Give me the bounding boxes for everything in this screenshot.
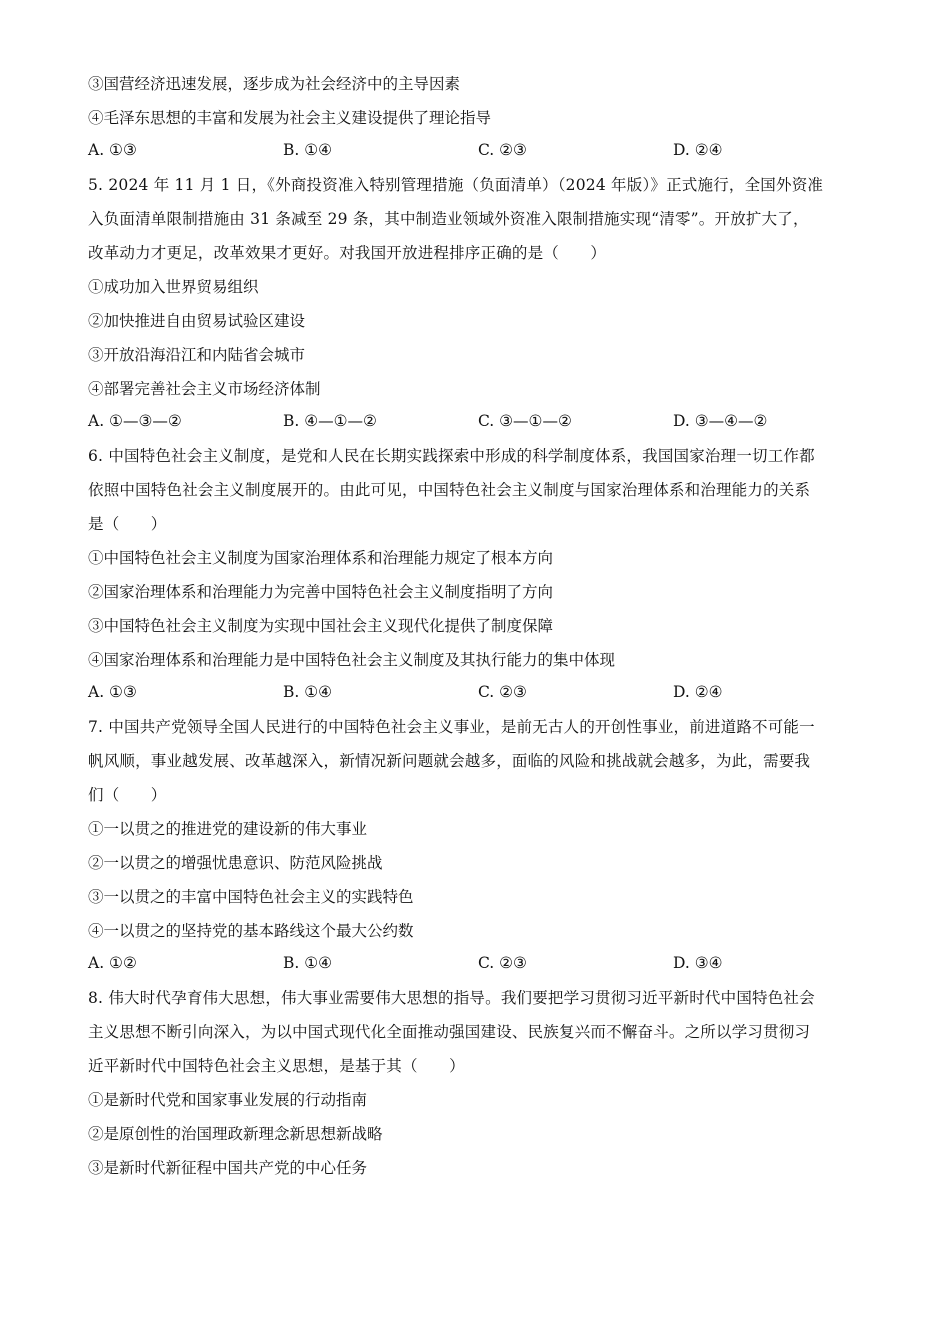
option-row	[88, 409, 868, 433]
answer-item: ②加快推进自由贸易试验区建设	[88, 312, 306, 330]
option-a: A. ①③	[88, 683, 137, 701]
answer-item: ③中国特色社会主义制度为实现中国社会主义现代化提供了制度保障	[88, 617, 554, 635]
answer-item: ④一以贯之的坚持党的基本路线这个最大公约数	[88, 922, 414, 940]
answer-item: ①中国特色社会主义制度为国家治理体系和治理能力规定了根本方向	[88, 549, 554, 567]
answer-item: ④部署完善社会主义市场经济体制	[88, 380, 321, 398]
option-a: A. ①③	[88, 141, 137, 159]
option-c: C. ②③	[478, 683, 527, 701]
question-stem	[88, 173, 868, 265]
question-stem	[88, 715, 868, 807]
option-d: D. ③—④—②	[673, 412, 768, 430]
option-d: D. ②④	[673, 141, 723, 159]
option-c: C. ②③	[478, 141, 527, 159]
option-b: B. ①④	[283, 954, 333, 972]
option-row	[88, 138, 868, 162]
answer-item: ①是新时代党和国家事业发展的行动指南	[88, 1091, 368, 1109]
question-5	[88, 173, 868, 433]
answer-item: ③国营经济迅速发展，逐步成为社会经济中的主导因素	[88, 75, 461, 93]
option-a: A. ①②	[88, 954, 137, 972]
answer-item: ①成功加入世界贸易组织	[88, 278, 259, 296]
stem-line: 8. 伟大时代孕育伟大思想，伟大事业需要伟大思想的指导。我们要把学习贯彻习近平新时代中国特色社会	[88, 989, 815, 1007]
question-7	[88, 715, 868, 975]
answer-item: ③一以贯之的丰富中国特色社会主义的实践特色	[88, 888, 414, 906]
option-a: A. ①—③—②	[88, 412, 182, 430]
question-stem	[88, 444, 868, 536]
answer-item: ②一以贯之的增强忧患意识、防范风险挑战	[88, 854, 383, 872]
stem-line: 入负面清单限制措施由 31 条减至 29 条，其中制造业领域外资准入限制措施实现“清零”。开放扩大了，	[88, 210, 809, 228]
stem-line: 帆风顺，事业越发展、改革越深入，新情况新问题就会越多，面临的风险和挑战就会越多，为此，需要我	[88, 752, 811, 770]
stem-line: 近平新时代中国特色社会主义思想，是基于其（ ）	[88, 1057, 465, 1075]
question-8	[88, 986, 868, 1180]
answer-item: ③是新时代新征程中国共产党的中心任务	[88, 1159, 368, 1177]
question-6	[88, 444, 868, 704]
option-c: C. ②③	[478, 954, 527, 972]
stem-line: 5. 2024 年 11 月 1 日，《外商投资准入特别管理措施（负面清单）（2024 年版）》正式施行，全国外资准	[88, 176, 824, 194]
option-b: B. ①④	[283, 683, 333, 701]
stem-line: 们（ ）	[88, 786, 167, 804]
stem-line: 改革动力才更足，改革效果才更好。对我国开放进程排序正确的是（ ）	[88, 244, 607, 262]
option-b: B. ①④	[283, 141, 333, 159]
option-b: B. ④—①—②	[283, 412, 377, 430]
option-c: C. ③—①—②	[478, 412, 572, 430]
stem-line: 依照中国特色社会主义制度展开的。由此可见，中国特色社会主义制度与国家治理体系和治理能力的关系	[88, 481, 811, 499]
stem-line: 是（ ）	[88, 515, 167, 533]
answer-item: ④国家治理体系和治理能力是中国特色社会主义制度及其执行能力的集中体现	[88, 651, 616, 669]
option-row	[88, 680, 868, 704]
answer-item: ②国家治理体系和治理能力为完善中国特色社会主义制度指明了方向	[88, 583, 554, 601]
answer-item: ②是原创性的治国理政新理念新思想新战略	[88, 1125, 383, 1143]
stem-line: 6. 中国特色社会主义制度，是党和人民在长期实践探索中形成的科学制度体系，我国国家治理一切工作都	[88, 447, 815, 465]
exam-page	[88, 72, 868, 1180]
question-stem	[88, 986, 868, 1078]
option-d: D. ③④	[673, 954, 723, 972]
answer-item: ③开放沿海沿江和内陆省会城市	[88, 346, 306, 364]
option-d: D. ②④	[673, 683, 723, 701]
option-row	[88, 951, 868, 975]
answer-item: ①一以贯之的推进党的建设新的伟大事业	[88, 820, 368, 838]
answer-item: ④毛泽东思想的丰富和发展为社会主义建设提供了理论指导	[88, 109, 492, 127]
stem-line: 主义思想不断引向深入，为以中国式现代化全面推动强国建设、民族复兴而不懈奋斗。之所以学习贯彻习	[88, 1023, 811, 1041]
prev-question	[88, 72, 868, 162]
stem-line: 7. 中国共产党领导全国人民进行的中国特色社会主义事业，是前无古人的开创性事业，前进道路不可能一	[88, 718, 815, 736]
